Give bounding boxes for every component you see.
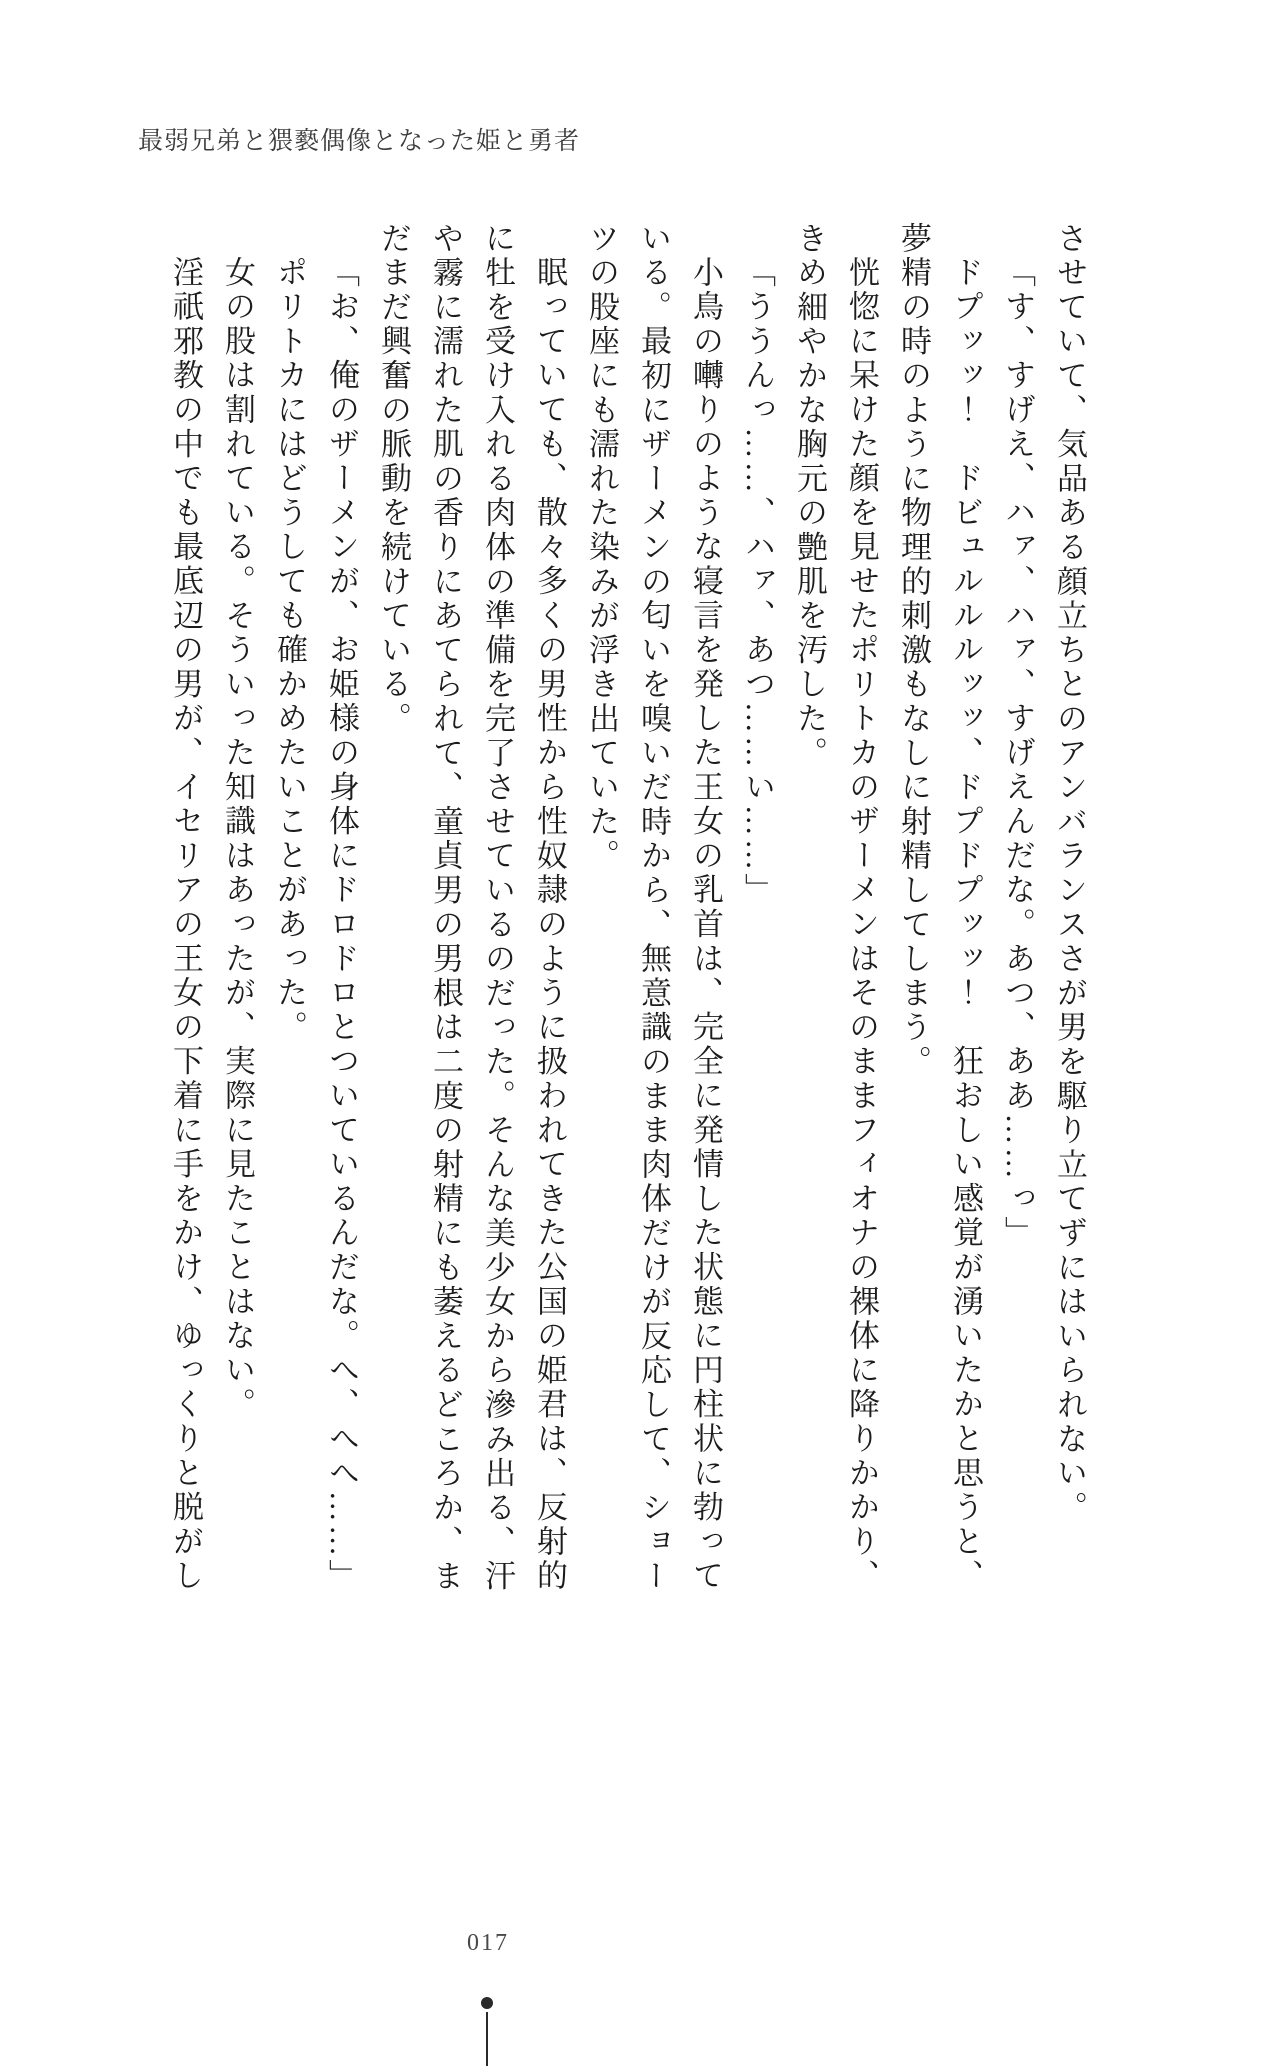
paragraph: 女の股は割れている。そういった知識はあったが、実際に見たことはない。 bbox=[220, 256, 255, 1423]
paragraph: ドプッッ！ ドビュルルルッッ、ドプドプッッ！ 狂おしい感覚が湧いたかと思うと、夢精の時のように物理的刺激もなしに射精してしまう。 bbox=[896, 222, 983, 1594]
paragraph: させていて、気品ある顔立ちとのアンバランスさが男を駆り立てずにはいられない。 bbox=[1052, 222, 1087, 1526]
paragraph: 「す、すげえ、ハァ、ハァ、すげえんだな。あつ、ああ……っ」 bbox=[1000, 256, 1035, 1251]
paragraph: ポリトカにはどうしても確かめたいことがあった。 bbox=[272, 256, 307, 1045]
page-number: 017 bbox=[467, 1930, 509, 1956]
paragraph: 小鳥の囀りのような寝言を発した王女の乳首は、完全に発情した状態に円柱状に勃っている。最初にザーメンの匂いを嗅いだ時から、無意識のまま肉体だけが反応して、ショーツの股座にも濡れた染みが浮き出ていた。 bbox=[584, 222, 723, 1594]
running-header-title: 最弱兄弟と猥褻偶像となった姫と勇者 bbox=[138, 128, 581, 155]
fold-mark-line bbox=[486, 2012, 488, 2066]
paragraph: 眠っていても、散々多くの男性から性奴隷のように扱われてきた公国の姫君は、反射的に牡を受け入れる肉体の準備を完了させているのだった。そんな美少女から滲み出る、汗や霧に濡れた肌の香りにあてられて、童貞男の男根は二度の射精にも萎えるどころか、まだまだ興奮の脈動を続けている。 bbox=[376, 222, 567, 1594]
paragraph: 「お、俺のザーメンが、お姫様の身体にドロドロとついているんだな。へ、へへ……」 bbox=[324, 256, 359, 1594]
paragraph: 「ううんっ……、ハァ、あつ……い……」 bbox=[740, 256, 775, 908]
fold-mark-dot-icon bbox=[481, 1997, 493, 2009]
main-text-block bbox=[135, 222, 1095, 1602]
paragraph: 淫祇邪教の中でも最底辺の男が、イセリアの王女の下着に手をかけ、ゆっくりと脱がし bbox=[168, 256, 203, 1594]
paragraph: 恍惚に呆けた顔を見せたポリトカのザーメンはそのままフィオナの裸体に降りかかり、きめ細やかな胸元の艶肌を汚した。 bbox=[792, 222, 879, 1594]
